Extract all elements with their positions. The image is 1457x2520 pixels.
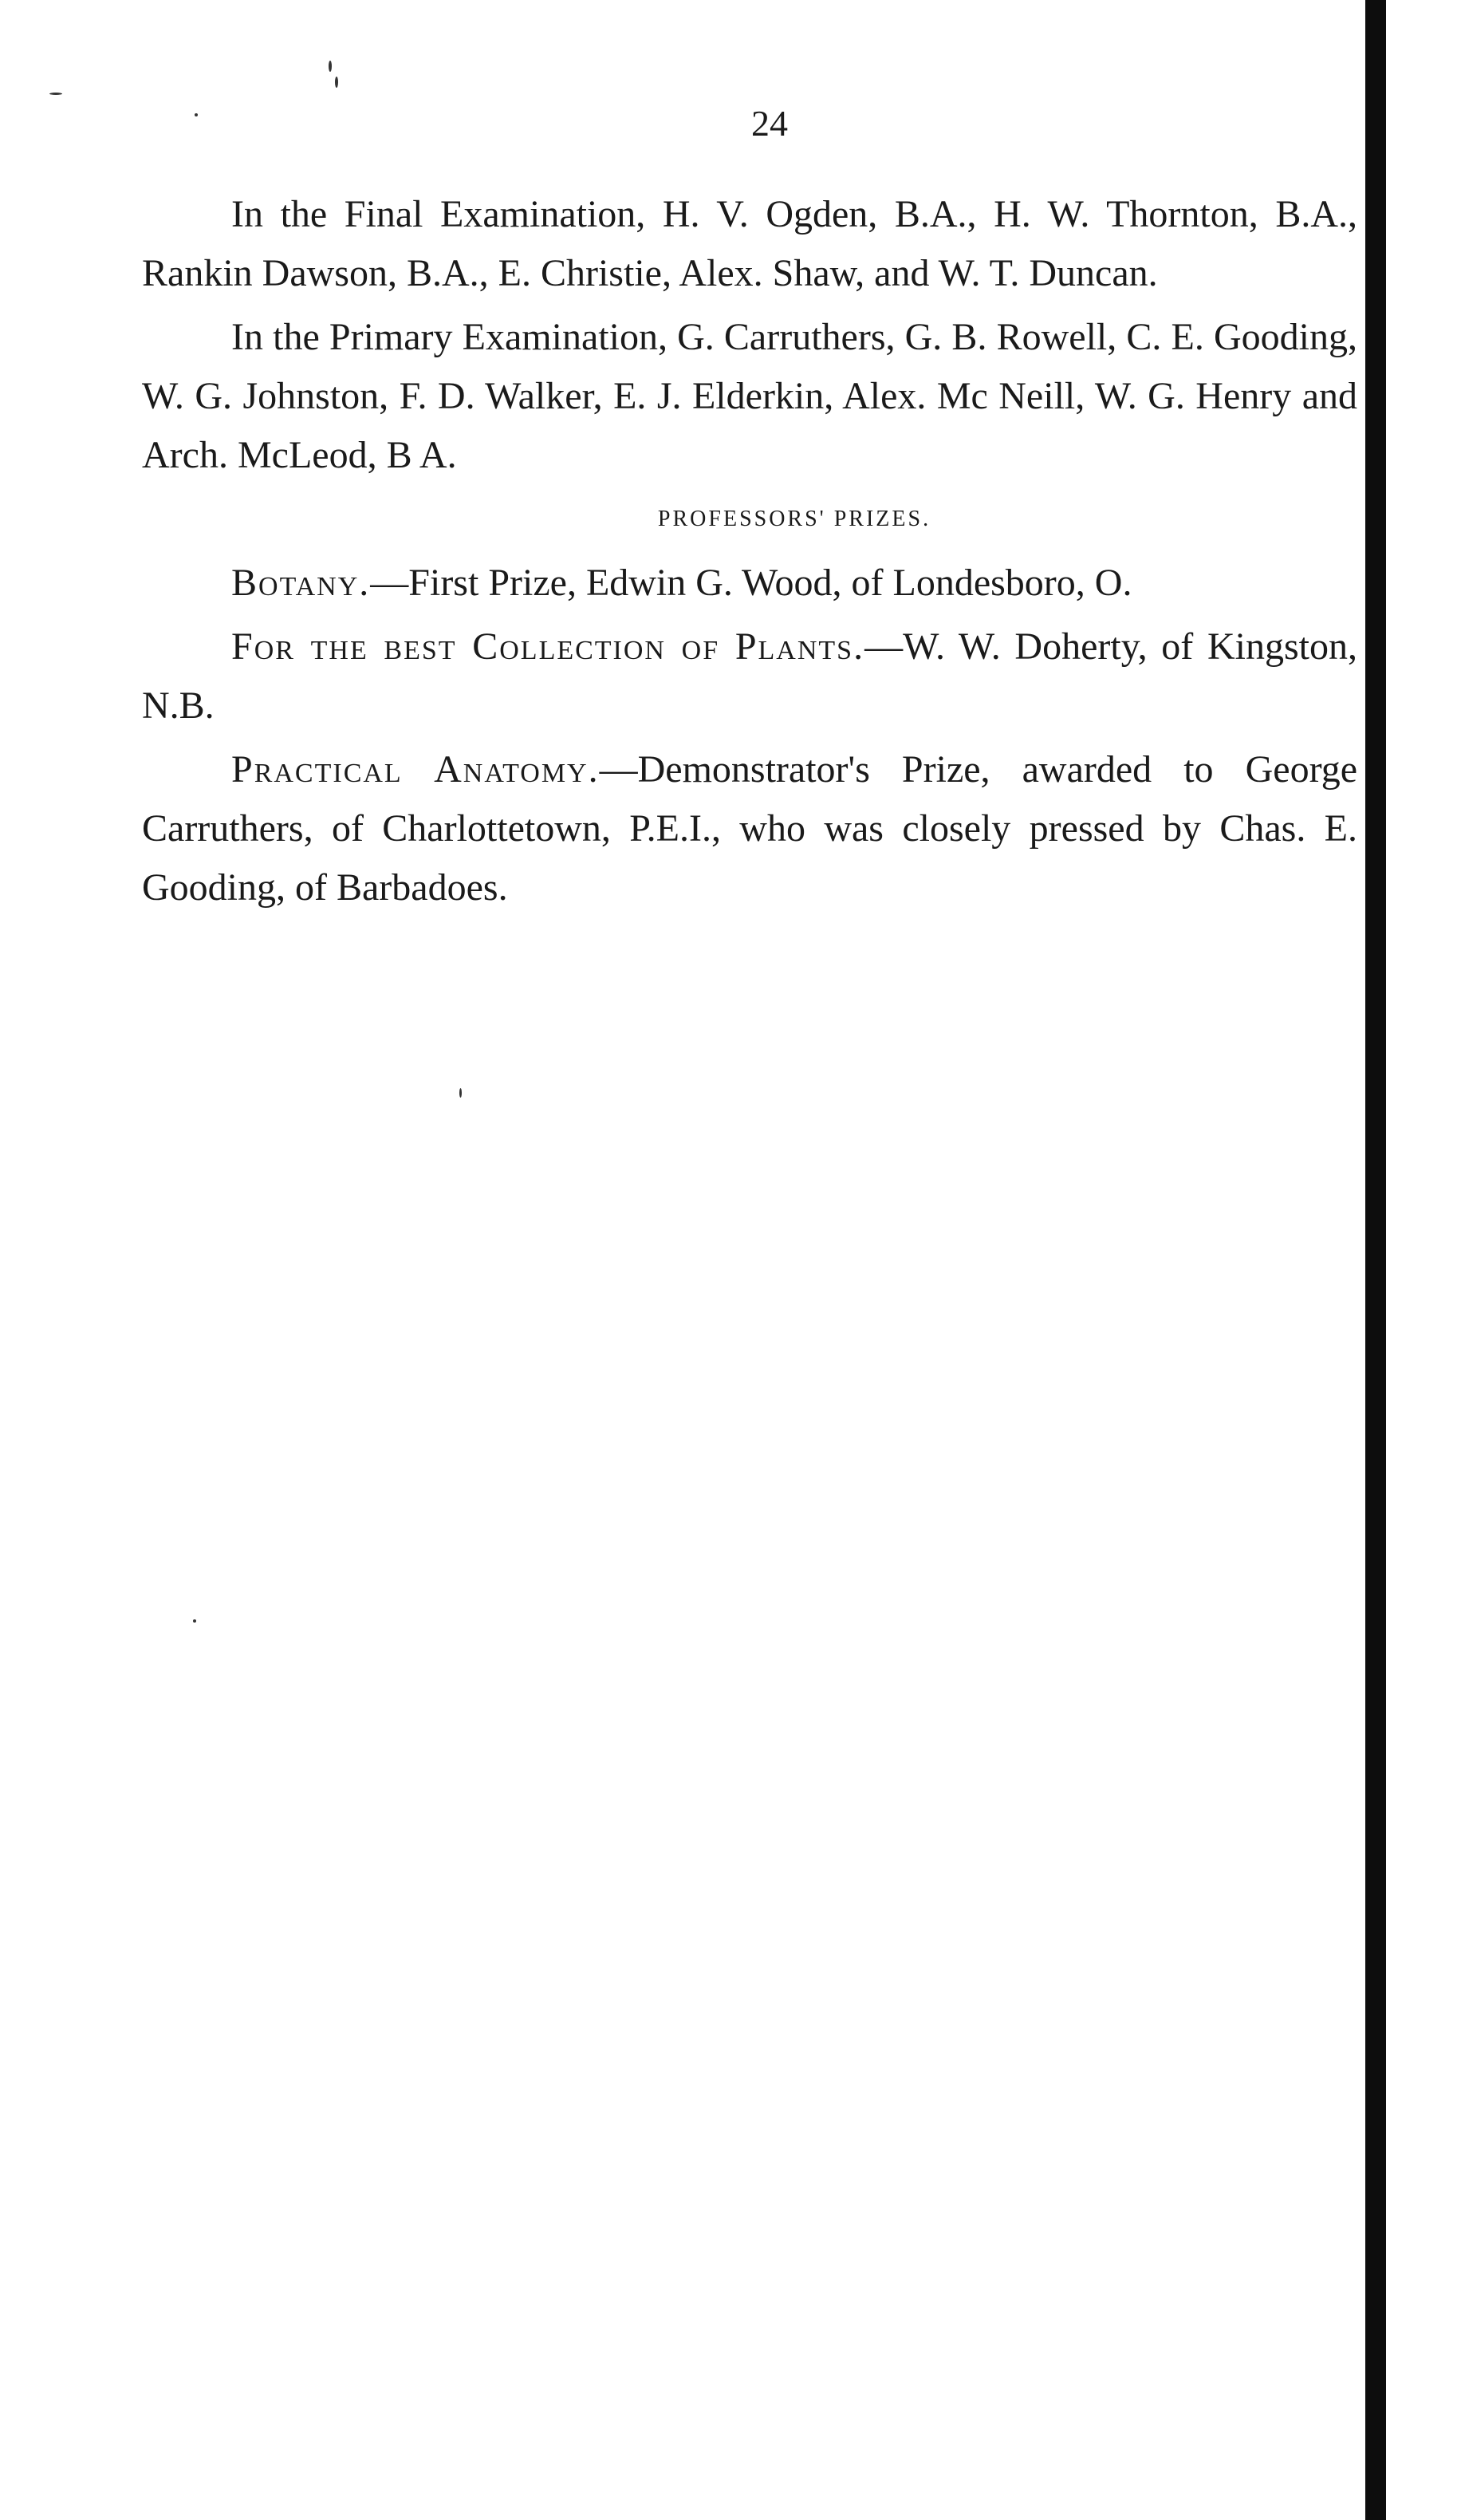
scan-speck xyxy=(193,1619,196,1623)
section-heading: PROFESSORS' PRIZES. xyxy=(657,507,931,531)
prize-lead: Practical Anatomy. xyxy=(231,748,600,791)
page-number: 24 xyxy=(751,103,788,144)
scan-speck xyxy=(459,1088,462,1098)
paragraph-primary-examination: In the Primary Examination, G. Carruthers, G. B. Rowell, C. E. Gooding, W. G. Johnston, F. D. Walker, E. J. Elderkin, Alex. Mc Neill, W. G. Henry and Arch. McLeod, B A. xyxy=(142,316,1357,476)
scan-speck xyxy=(335,77,338,88)
binding-edge xyxy=(1365,0,1386,2520)
prize-text: —First Prize, Edwin G. Wood, of Londesboro, O. xyxy=(370,562,1132,604)
prize-lead: For the best Collection of Plants. xyxy=(231,625,865,668)
paragraph-final-examination: In the Final Examination, H. V. Ogden, B.A., H. W. Thornton, B.A., Rankin Dawson, B.A., E. Christie, Alex. Shaw, and W. T. Duncan. xyxy=(142,193,1357,294)
body-text xyxy=(142,185,1357,922)
prize-text: —Demonstrator's Prize, awarded to George Carruthers, of Charlottetown, P.E.I., who was closely pressed by Chas. E. Gooding, of Barbadoes. xyxy=(142,748,1358,909)
prize-text: —W. W. Doherty, of Kingston, N.B. xyxy=(142,625,1358,727)
prize-practical-anatomy xyxy=(142,740,1357,917)
prize-plant-collection xyxy=(142,617,1357,735)
scan-speck xyxy=(329,61,332,72)
scan-speck xyxy=(49,93,62,95)
prize-lead: Botany. xyxy=(231,562,371,604)
prize-botany xyxy=(142,554,1357,613)
